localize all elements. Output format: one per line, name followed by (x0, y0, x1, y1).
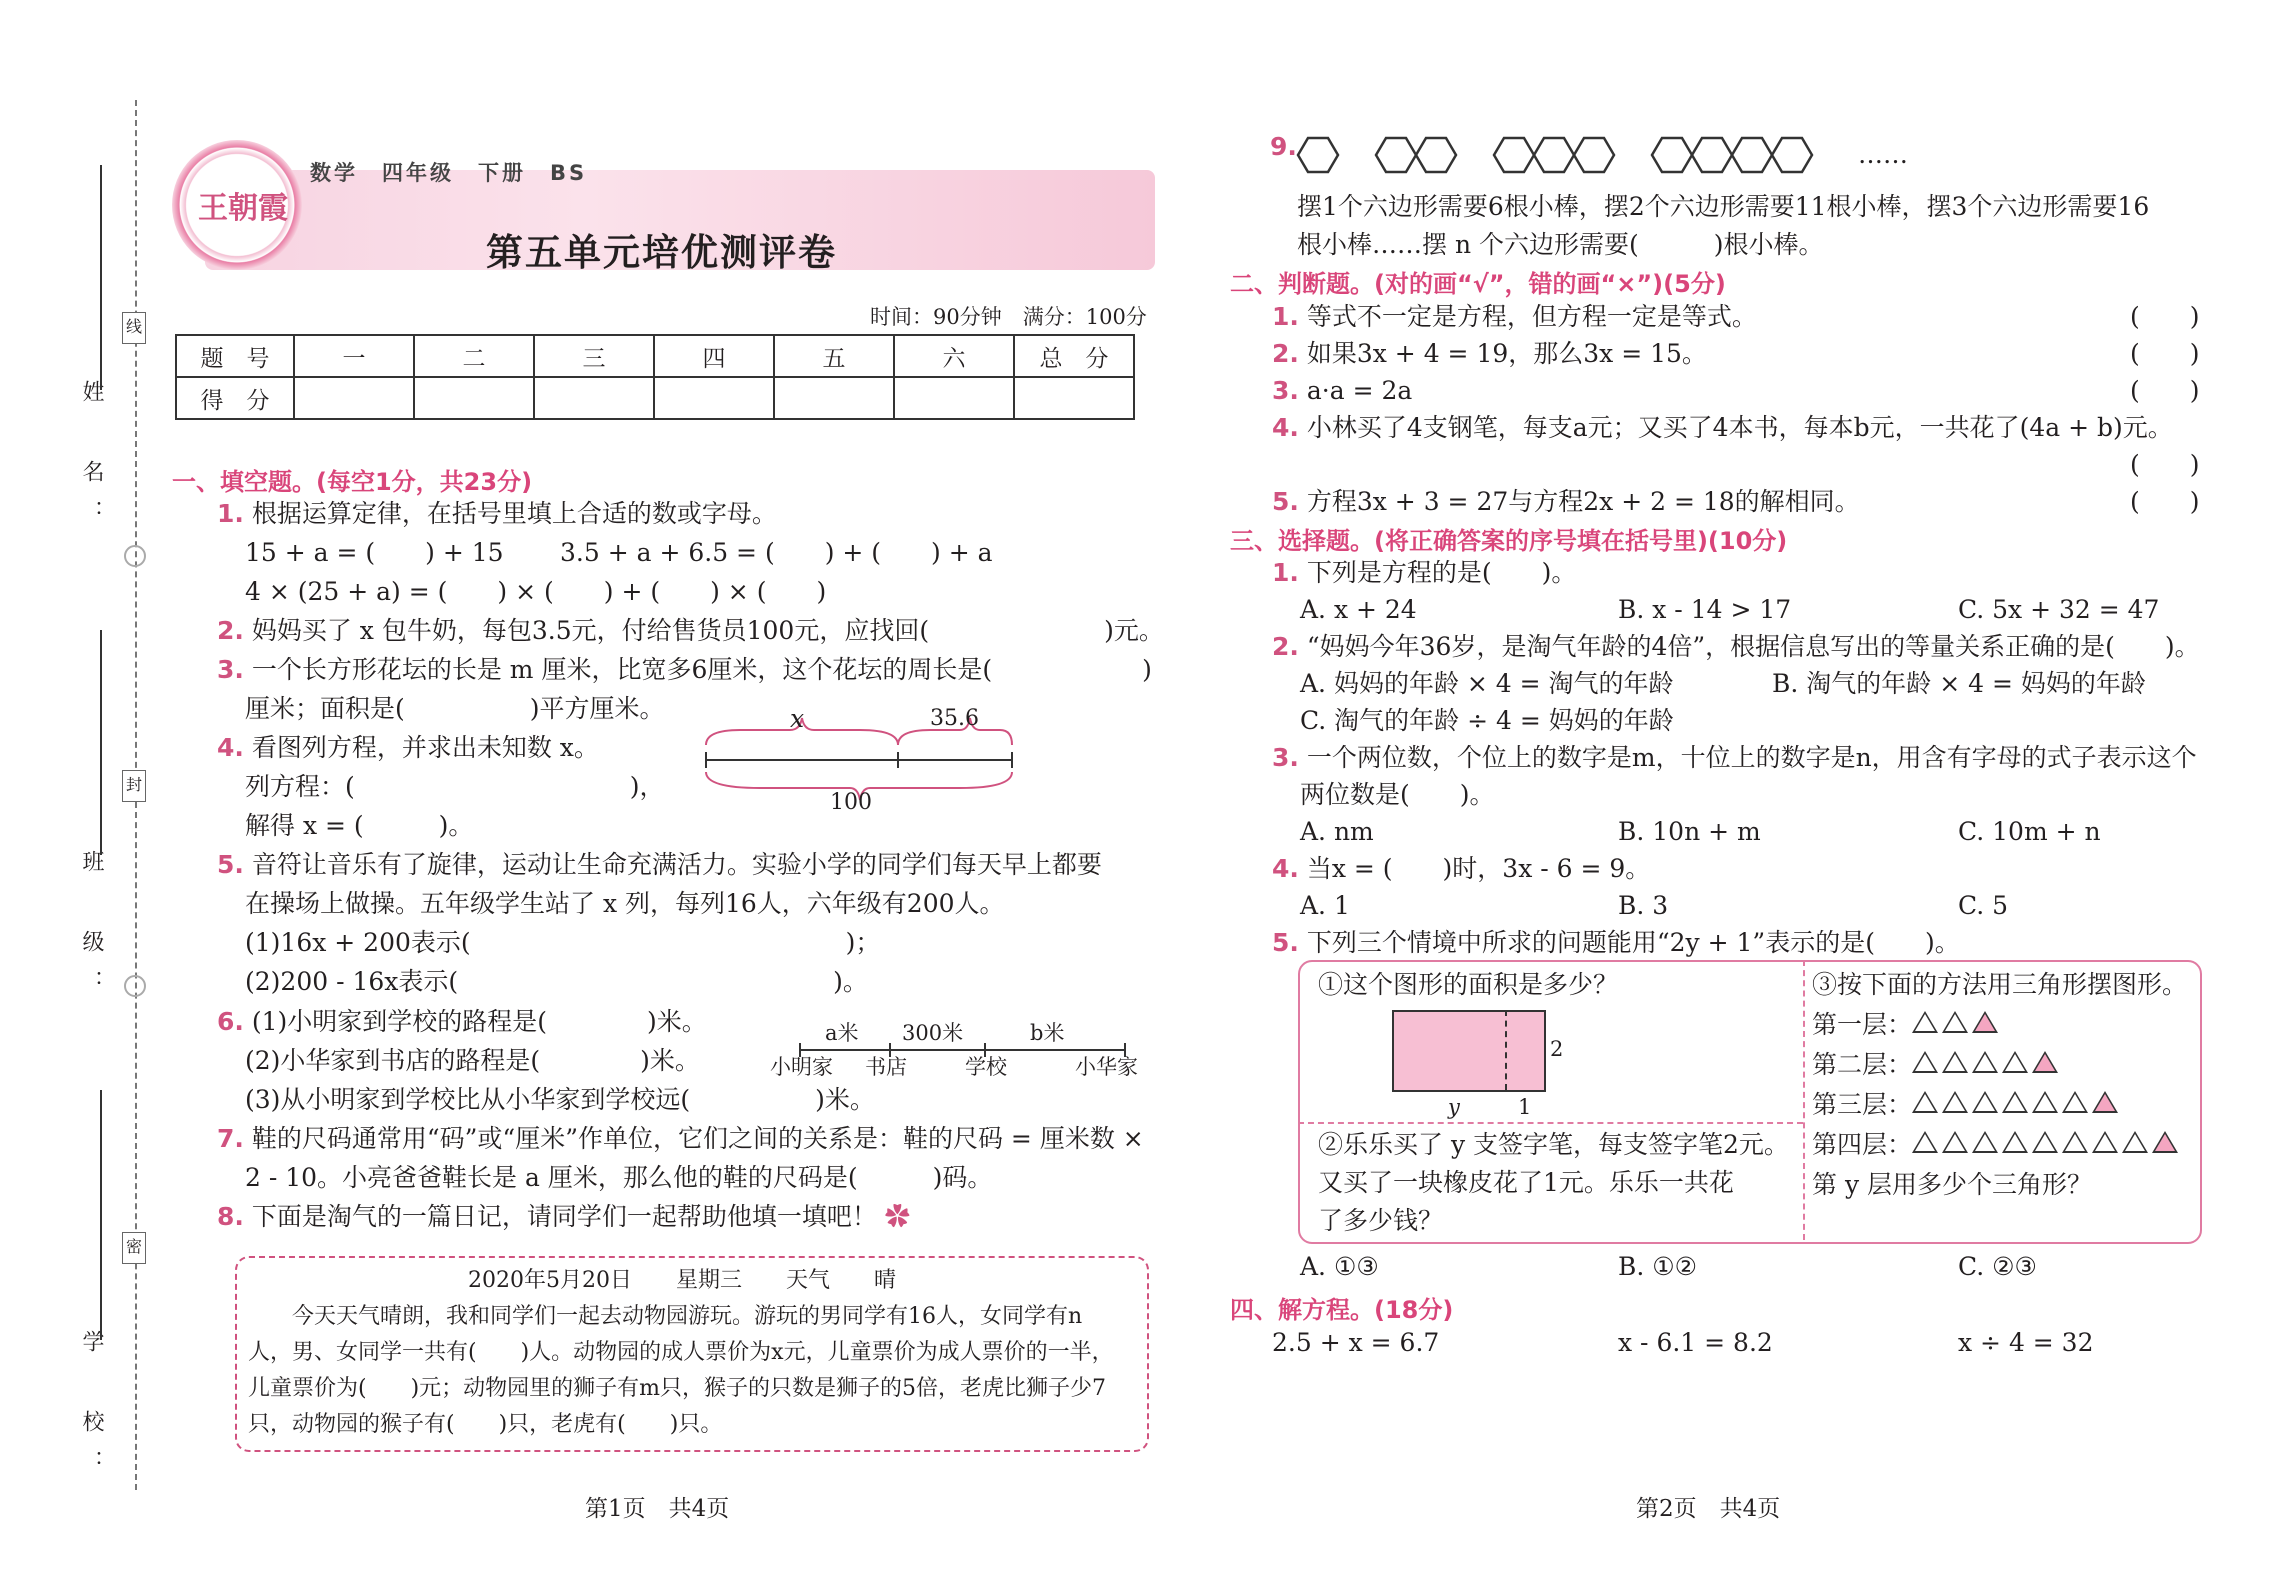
q5-part2: (2)200 - 16x表示( )。 (245, 967, 868, 996)
seal-box-seal: 封 (122, 770, 146, 802)
diary-line: 只，动物园的猴子有( )只，老虎有( )只。 (248, 1412, 723, 1437)
q6-seg-300: 300米 (902, 1021, 964, 1045)
q4-total-label: 100 (830, 790, 872, 815)
brand-logo-text: 王朝霞 (198, 191, 288, 226)
q7-text: 鞋的尺码通常用“码”或“厘米”作单位，它们之间的关系是：鞋的尺码 = 厘米数 × (251, 1124, 1144, 1153)
judge-answer[interactable]: ( ) (2130, 376, 2200, 405)
scenario-3-text: ③按下面的方法用三角形摆图形。 (1812, 970, 2188, 999)
q6-place-school: 学校 (965, 1055, 1007, 1079)
footer-right: 第2页 共4页 (1636, 1496, 1781, 1522)
score-header: 四 (654, 335, 774, 377)
diary-header: 2020年5月20日 星期三 天气 晴 (468, 1268, 896, 1293)
scenario-1-height: 2 (1550, 1037, 1564, 1061)
q1-text: 根据运算定律，在括号里填上合适的数或字母。 (251, 499, 777, 528)
q5-text: 音符让音乐有了旋律，运动让生命充满活力。实验小学的同学们每天早上都要 (251, 850, 1102, 879)
q6-part1: (1)小明家到学校的路程是( )米。 (251, 1007, 707, 1036)
q1-c: 4 × (25 + a) = ( ) × ( ) + ( ) × ( ) (245, 577, 827, 606)
footer-left: 第1页 共4页 (585, 1496, 730, 1522)
q9-ellipsis: …… (1858, 140, 1908, 169)
choice-q2-c[interactable]: C. 淘气的年龄 ÷ 4 = 妈妈的年龄 (1300, 706, 1674, 735)
score-cell[interactable] (654, 377, 774, 419)
punch-hole (124, 975, 146, 997)
score-header: 二 (414, 335, 534, 377)
choice-q2: “妈妈今年36岁，是淘气年龄的4倍”，根据信息写出的等量关系正确的是( )。 (1306, 632, 2200, 661)
section-3-title: 三、选择题。(将正确答案的序号填在括号里)(10分) (1230, 527, 1788, 555)
judge-item: 方程3x + 3 = 27与方程2x + 2 = 18的解相同。 (1306, 487, 1860, 516)
judge-answer[interactable]: ( ) (2130, 302, 2200, 331)
choice-q3: 一个两位数，个位上的数字是m，十位上的数字是n，用含有字母的式子表示这个 (1306, 743, 2197, 772)
q4-value-label: 35.6 (930, 706, 979, 731)
scenario-3-question: 第 y 层用多少个三角形？ (1812, 1170, 2093, 1199)
judge-item: 等式不一定是方程，但方程一定是等式。 (1306, 302, 1757, 331)
subject-line: 数学 四年级 下册 BS (310, 161, 588, 185)
scenario-1-rect (1392, 1010, 1546, 1092)
score-cell[interactable] (294, 377, 414, 419)
choice-q2-a[interactable]: A. 妈妈的年龄 × 4 = 淘气的年龄 (1300, 669, 1674, 698)
q6-part2: (2)小华家到书店的路程是( )米。 (245, 1046, 700, 1075)
q4-solution-blank: 解得 x = ( )。 (245, 811, 474, 840)
choice-q1-a[interactable]: A. x + 24 (1300, 595, 1417, 624)
q3-text-cont: 厘米；面积是( )平方厘米。 (245, 694, 665, 723)
score-cell[interactable] (534, 377, 654, 419)
q8-text: 下面是淘气的一篇日记，请同学们一起帮助他填一填吧！ (251, 1202, 877, 1231)
choice-q3-b[interactable]: B. 10n + m (1618, 817, 1761, 846)
choice-q4-a[interactable]: A. 1 (1300, 891, 1350, 920)
q4-text: 看图列方程，并求出未知数 x。 (251, 733, 599, 762)
q7-text-cont: 2 - 10。小亮爸爸鞋长是 a 厘米，那么他的鞋的尺码是( )码。 (245, 1163, 993, 1192)
diary-line: 儿童票价为( )元；动物园里的狮子有m只，猴子的只数是狮子的5倍，老虎比狮子少7 (248, 1376, 1107, 1401)
choice-q1: 下列是方程的是( )。 (1306, 558, 1577, 587)
school-label: 学 校： (79, 1330, 104, 1490)
layer-label: 第四层： (1812, 1130, 1913, 1159)
q6-part3: (3)从小明家到学校比从小华家到学校远( )米。 (245, 1085, 875, 1114)
choice-q3-a[interactable]: A. nm (1300, 817, 1374, 846)
score-cell[interactable] (774, 377, 894, 419)
layer-label: 第三层： (1812, 1090, 1913, 1119)
score-header: 题 号 (176, 335, 294, 377)
layer-label: 第二层： (1812, 1050, 1913, 1079)
judge-item: a·a = 2a (1306, 376, 1413, 405)
judge-answer[interactable]: ( ) (2130, 339, 2200, 368)
q2-text: 妈妈买了 x 包牛奶，每包3.5元，付给售货员100元，应找回( )元。 (251, 616, 1164, 645)
scenario-2-text: 了多少钱？ (1318, 1206, 1444, 1235)
score-header: 六 (894, 335, 1014, 377)
choice-q1-b[interactable]: B. x - 14 > 17 (1618, 595, 1792, 624)
equation-3: x ÷ 4 = 32 (1958, 1328, 2094, 1357)
choice-q4-b[interactable]: B. 3 (1618, 891, 1669, 920)
flower-icon: ✿ (884, 1202, 910, 1231)
seal-box-secret: 密 (122, 1232, 146, 1264)
class-label: 班 级： (79, 850, 104, 1010)
choice-q4: 当x = ( )时，3x - 6 = 9。 (1306, 854, 1651, 883)
scenario-2-text: ②乐乐买了 y 支签字笔，每支签字笔2元。 (1318, 1130, 1789, 1159)
choice-q2-b[interactable]: B. 淘气的年龄 × 4 = 妈妈的年龄 (1772, 669, 2146, 698)
q5-text-cont: 在操场上做操。五年级学生站了 x 列，每列16人，六年级有200人。 (245, 889, 1005, 918)
judge-answer[interactable]: ( ) (2130, 450, 2200, 479)
score-cell[interactable] (414, 377, 534, 419)
exam-meta: 时间：90分钟 满分：100分 (870, 305, 1147, 329)
score-header: 五 (774, 335, 894, 377)
section-2-title: 二、判断题。(对的画“√”，错的画“×”)(5分) (1230, 270, 1726, 298)
score-cell[interactable] (894, 377, 1014, 419)
score-row-label: 得 分 (176, 377, 294, 419)
hexagon-pattern (1290, 128, 1850, 188)
q6-place-xiaohua: 小华家 (1075, 1055, 1138, 1079)
layer-label: 第一层： (1812, 1010, 1913, 1039)
equation-2: x - 6.1 = 8.2 (1618, 1328, 1773, 1357)
choice-q1-c[interactable]: C. 5x + 32 = 47 (1958, 595, 2160, 624)
name-label: 姓 名： (79, 380, 104, 540)
choice-q3-c[interactable]: C. 10m + n (1958, 817, 2101, 846)
scenario-divider-h (1298, 1122, 1803, 1124)
scenario-1-width-y: y (1448, 1095, 1460, 1119)
choice-q3-cont: 两位数是( )。 (1300, 780, 1495, 809)
section-1-title: 一、填空题。(每空1分，共23分) (172, 468, 533, 496)
diary-line: 今天天气晴朗，我和同学们一起去动物园游玩。游玩的男同学有16人，女同学有n (248, 1304, 1083, 1329)
choice-q5-c[interactable]: C. ②③ (1958, 1252, 2037, 1281)
scenario-2-text: 又买了一块橡皮花了1元。乐乐一共花 (1318, 1168, 1734, 1197)
judge-answer[interactable]: ( ) (2130, 487, 2200, 516)
q1-a: 15 + a = ( ) + 15 (245, 538, 504, 567)
judge-item: 小林买了4支钢笔，每支a元；又买了4本书，每本b元，一共花了(4a + b)元。 (1306, 413, 2173, 442)
q6-place-bookstore: 书店 (865, 1055, 907, 1079)
scenario-divider-v (1803, 960, 1805, 1240)
section-4-title: 四、解方程。(18分) (1230, 1296, 1454, 1324)
choice-q5: 下列三个情境中所求的问题能用“2y + 1”表示的是( )。 (1306, 928, 1960, 957)
q6-place-xiaoming: 小明家 (770, 1055, 833, 1079)
score-table (175, 334, 1135, 420)
q5-part1: (1)16x + 200表示( )； (245, 928, 881, 957)
score-header: 总 分 (1014, 335, 1134, 377)
q3-text: 一个长方形花坛的长是 m 厘米，比宽多6厘米，这个花坛的周长是( ) (251, 655, 1152, 684)
school-field[interactable] (100, 1090, 102, 1340)
scenario-1-rect-split (1505, 1010, 1507, 1090)
q1-b: 3.5 + a + 6.5 = ( ) + ( ) + a (560, 538, 993, 567)
choice-q4-c[interactable]: C. 5 (1958, 891, 2009, 920)
q4-x-label: x (790, 704, 805, 733)
punch-hole (124, 545, 146, 567)
score-cell[interactable] (1014, 377, 1134, 419)
diary-line: 人，男、女同学一共有( )人。动物园的成人票价为x元，儿童票价为成人票价的一半， (248, 1340, 1114, 1365)
score-header: 三 (534, 335, 654, 377)
class-field[interactable] (100, 630, 102, 855)
scenario-1-text: ①这个图形的面积是多少？ (1318, 970, 1619, 999)
choice-q5-b[interactable]: B. ①② (1618, 1252, 1698, 1281)
score-header: 一 (294, 335, 414, 377)
choice-q5-a[interactable]: A. ①③ (1300, 1252, 1379, 1281)
seal-box-line: 线 (122, 312, 146, 344)
judge-item: 如果3x + 4 = 19，那么3x = 15。 (1306, 339, 1707, 368)
page-title: 第五单元培优测评卷 (486, 231, 837, 274)
q6-seg-a: a米 (825, 1021, 859, 1045)
q6-seg-b: b米 (1030, 1021, 1065, 1045)
q9-text-cont: 根小棒……摆 n 个六边形需要( )根小棒。 (1297, 230, 1824, 259)
q9-text: 摆1个六边形需要6根小棒，摆2个六边形需要11根小棒，摆3个六边形需要16 (1297, 192, 2150, 221)
name-field[interactable] (100, 165, 102, 390)
equation-1: 2.5 + x = 6.7 (1272, 1328, 1440, 1357)
q4-equation-blank: 列方程：( )， (245, 772, 665, 801)
scenario-1-width-1: 1 (1518, 1095, 1532, 1119)
